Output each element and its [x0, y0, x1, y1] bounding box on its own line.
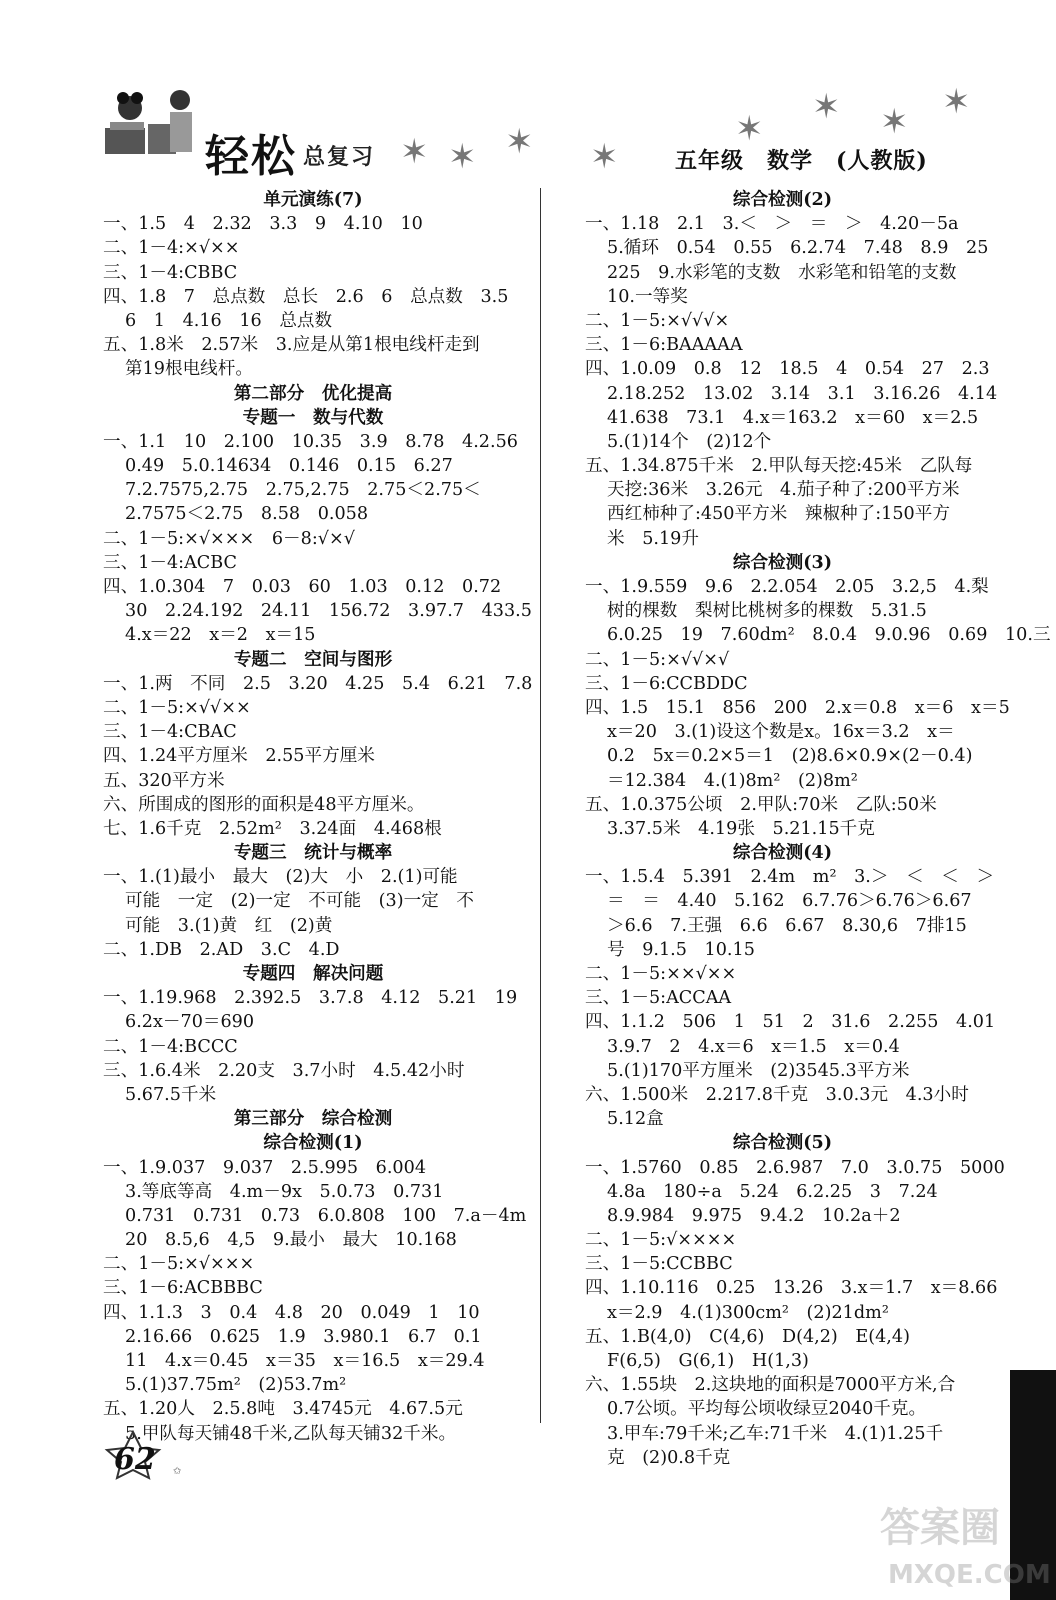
answer-line: 树的棵数 梨树比桃树多的棵数 5.31.5	[607, 601, 927, 622]
section-heading: 综合检测(5)	[732, 1132, 833, 1154]
answer-line: 2.7575＜2.75 8.58 0.058	[125, 504, 369, 525]
section-heading: 专题一 数与代数	[242, 406, 384, 428]
answer-line: 0.7公顷。平均每公顷收绿豆2040千克。	[607, 1399, 927, 1420]
answer-line: 30 2.24.192 24.11 156.72 3.97.7 433.5	[125, 601, 532, 622]
answer-line: 7.2.7575,2.75 2.75,2.75 2.75＜2.75＜	[125, 480, 481, 501]
answer-line: 5.(1)14个 (2)12个	[607, 431, 772, 452]
answer-line: 5.67.5千米	[125, 1084, 217, 1105]
answer-line: 四、1.1.3 3 0.4 4.8 20 0.049 1 10	[103, 1302, 480, 1323]
answer-line: 五、320平方米	[103, 770, 225, 791]
answer-line: 4.x＝22 x＝2 x＝15	[125, 625, 316, 646]
answer-line: 一、1.5 4 2.32 3.3 9 4.10 10	[103, 214, 423, 235]
answer-line: 西红柿种了:450平方米 辣椒种了:150平方	[607, 504, 950, 525]
maple-leaf-icon: ✶	[590, 137, 619, 177]
answer-line: 二、1－5:×√√√×	[585, 310, 730, 331]
answer-line: 第19根电线杆。	[125, 359, 253, 380]
answer-line: 3.等底等高 4.m－9x 5.0.73 0.731	[125, 1181, 444, 1202]
maple-leaf-icon: ✶	[735, 109, 764, 149]
answer-line: 41.638 73.1 4.x＝163.2 x＝60 x＝2.5	[607, 407, 979, 428]
answer-column-left	[103, 188, 533, 1446]
answer-line: 五、1.8米 2.57米 3.应是从第1根电线杆走到	[103, 335, 480, 356]
grade-subject-label: 五年级 数学 (人教版)	[675, 148, 928, 174]
maple-leaf-icon: ✶	[942, 82, 971, 122]
answer-line: 六、1.500米 2.217.8千克 3.0.3元 4.3小时	[585, 1084, 969, 1105]
maple-leaf-icon: ✶	[448, 137, 477, 177]
answer-line: 20 8.5,6 4,5 9.最小 最大 10.168	[125, 1230, 457, 1251]
answer-line: 五、1.34.875千米 2.甲队每天挖:45米 乙队每	[585, 456, 973, 477]
answer-line: 5.(1)37.75m² (2)53.7m²	[125, 1375, 347, 1396]
answer-line: ＝ ＝ 4.40 5.162 6.7.76＞6.76＞6.67	[607, 891, 972, 912]
answer-line: 5.循环 0.54 0.55 6.2.74 7.48 8.9 25	[607, 238, 989, 259]
answer-line: ＝12.384 4.(1)8m² (2)8m²	[607, 770, 858, 791]
answer-line: 二、1－5:××√××	[585, 964, 737, 984]
section-heading: 第三部分 综合检测	[233, 1108, 393, 1130]
answer-line: 二、1－4:×√××	[103, 238, 240, 259]
answer-line: 0.2 5x＝0.2×5＝1 (2)8.6×0.9×(2－0.4)	[607, 746, 973, 767]
answer-line: 2.16.66 0.625 1.9 3.980.1 6.7 0.1	[125, 1326, 482, 1347]
answer-line: 二、1.DB 2.AD 3.C 4.D	[103, 939, 340, 960]
maple-leaf-icon: ✶	[812, 87, 841, 127]
answer-line: 三、1－6:ACBBBC	[103, 1278, 263, 1299]
answer-line: 5.甲队每天铺48千米,乙队每天铺32千米。	[125, 1423, 457, 1444]
answer-line: 七、1.6千克 2.52m² 3.24面 4.468根	[103, 818, 442, 839]
section-heading: 综合检测(1)	[263, 1132, 363, 1154]
answer-line: 6 1 4.16 16 总点数	[125, 310, 333, 331]
section-heading: 专题三 统计与概率	[233, 842, 393, 864]
section-heading: 单元演练(7)	[263, 189, 363, 210]
answer-line: 四、1.5 15.1 856 200 2.x＝0.8 x＝6 x＝5	[585, 697, 1010, 718]
column-divider	[540, 188, 541, 1423]
answer-line: 二、1－5:×√√××	[103, 697, 251, 718]
answer-line: 3.9.7 2 4.x＝6 x＝1.5 x＝0.4	[607, 1036, 900, 1057]
answer-line: 一、1.18 2.1 3.＜ ＞ ＝ ＞ 4.20－5a	[585, 214, 959, 235]
maple-leaf-icon: ✶	[400, 132, 429, 172]
answer-line: 0.731 0.731 0.73 6.0.808 100 7.a－4m	[125, 1205, 527, 1226]
answer-line: x＝2.9 4.(1)300cm² (2)21dm²	[607, 1302, 889, 1323]
watermark-logo	[860, 1495, 1055, 1595]
answer-line: 四、1.24平方厘米 2.55平方厘米	[103, 746, 375, 767]
watermark-url: MXQE.COM	[888, 1560, 1051, 1590]
section-heading: 综合检测(3)	[732, 551, 833, 573]
answer-line: 一、1.5.4 5.391 2.4m m² 3.＞ ＜ ＜ ＞	[585, 867, 995, 888]
answer-line: 三、1－4:CBBC	[103, 262, 238, 283]
answer-line: 三、1－4:CBAC	[103, 722, 237, 743]
page-header	[0, 0, 1056, 190]
answer-line: 四、1.10.116 0.25 13.26 3.x＝1.7 x＝8.66	[585, 1278, 998, 1299]
answer-line: 三、1－5:ACCAA	[585, 988, 732, 1009]
answer-line: 三、1－5:CCBBC	[585, 1254, 733, 1275]
answer-line: 可能 3.(1)黄 红 (2)黄	[125, 915, 333, 936]
answer-line: 天挖:36米 3.26元 4.茄子种了:200平方米	[607, 480, 960, 501]
logo-subtitle: 总复习	[303, 144, 376, 170]
answer-line: 三、1－6:CCBDDC	[585, 673, 748, 694]
section-heading: 专题二 空间与图形	[233, 648, 393, 670]
section-heading: 综合检测(2)	[732, 189, 833, 210]
answer-line: 225 9.水彩笔的支数 水彩笔和铅笔的支数	[607, 262, 957, 283]
answer-line: 一、1.9.559 9.6 2.2.054 2.05 3.2,5 4.梨	[585, 577, 989, 597]
answer-line: 2.18.252 13.02 3.14 3.1 3.16.26 4.14	[607, 383, 998, 404]
answer-line: ＞6.6 7.王强 6.6 6.67 8.30,6 7排15	[607, 915, 967, 936]
answer-line: 10.一等奖	[607, 286, 688, 307]
answer-line: 二、1－5:×√√×√	[585, 649, 730, 670]
answer-line: 可能 一定 (2)一定 不可能 (3)一定 不	[125, 891, 474, 912]
answer-line: 一、1.5760 0.85 2.6.987 7.0 3.0.75 5000	[585, 1157, 1005, 1178]
answer-line: 一、1.两 不同 2.5 3.20 4.25 5.4 6.21 7.8	[103, 673, 533, 694]
watermark-text: 答案圈	[880, 1505, 1000, 1551]
answer-line: 一、1.9.037 9.037 2.5.995 6.004	[103, 1157, 427, 1178]
answer-line: 二、1－4:BCCC	[103, 1036, 238, 1057]
answer-line: 四、1.0.09 0.8 12 18.5 4 0.54 27 2.3	[585, 359, 990, 380]
answer-line: 克 (2)0.8千克	[607, 1447, 731, 1468]
answer-line: 3.甲车:79千米;乙车:71千米 4.(1)1.25千	[607, 1423, 944, 1444]
answer-line: F(6,5) G(6,1) H(1,3)	[607, 1351, 809, 1371]
logo-title: 轻松	[205, 131, 297, 182]
answer-line: 六、1.55块 2.这块地的面积是7000平方米,合	[585, 1375, 956, 1396]
answer-line: 米 5.19升	[607, 528, 699, 549]
answer-line: 六、所围成的图形的面积是48平方厘米。	[103, 794, 425, 815]
answer-line: 三、1.6.4米 2.20支 3.7小时 4.5.42小时	[103, 1060, 465, 1081]
answer-line: 五、1.20人 2.5.8吨 3.4745元 4.67.5元	[103, 1399, 463, 1420]
answer-line: 4.8a 180÷a 5.24 6.2.25 3 7.24	[607, 1181, 938, 1202]
answer-line: 四、1.8 7 总点数 总长 2.6 6 总点数 3.5	[103, 286, 509, 307]
answer-line: 五、1.0.375公顷 2.甲队:70米 乙队:50米	[585, 794, 937, 815]
answer-line: 5.(1)170平方厘米 (2)3545.3平方米	[607, 1060, 910, 1081]
answer-line: 四、1.0.304 7 0.03 60 1.03 0.12 0.72	[103, 577, 502, 597]
kids-reading-icon	[100, 88, 200, 158]
answer-line: 号 9.1.5 10.15	[607, 939, 755, 960]
answer-line: 11 4.x＝0.45 x＝35 x＝16.5 x＝29.4	[125, 1351, 485, 1371]
answer-line: 二、1－5:√××××	[585, 1230, 737, 1251]
answer-line: 3.37.5米 4.19张 5.21.15千克	[607, 818, 875, 839]
maple-leaf-icon: ✶	[880, 102, 909, 142]
maple-leaf-icon: ✶	[505, 122, 534, 162]
answer-line: 6.2x－70＝690	[125, 1012, 255, 1033]
svg-text:✩: ✩	[173, 1466, 182, 1477]
answer-line: 五、1.B(4,0) C(4,6) D(4,2) E(4,4)	[585, 1326, 910, 1347]
answer-line: 三、1－4:ACBC	[103, 552, 237, 573]
section-heading: 专题四 解决问题	[242, 963, 384, 984]
answer-line: 三、1－6:BAAAAA	[585, 335, 743, 356]
answer-line: 二、1－5:×√×××	[103, 1254, 255, 1275]
answer-line: 四、1.1.2 506 1 51 2 31.6 2.255 4.01	[585, 1012, 996, 1033]
answer-line: 5.12盒	[607, 1109, 664, 1130]
answer-line: 6.0.25 19 7.60dm² 8.0.4 9.0.96 0.69 10.三	[607, 625, 1051, 646]
answer-line: 一、1.1 10 2.100 10.35 3.9 8.78 4.2.56	[103, 431, 518, 452]
answer-line: 一、1.(1)最小 最大 (2)大 小 2.(1)可能	[103, 867, 458, 888]
answer-line: 一、1.19.968 2.392.5 3.7.8 4.12 5.21 19	[103, 988, 518, 1009]
page-number: 62	[114, 1442, 156, 1477]
answer-line: 0.49 5.0.14634 0.146 0.15 6.27	[125, 456, 453, 477]
answer-line: 8.9.984 9.975 9.4.2 10.2a＋2	[607, 1205, 901, 1226]
answer-column-right	[585, 188, 1051, 1470]
section-heading: 第二部分 优化提高	[233, 382, 393, 404]
section-heading: 综合检测(4)	[732, 842, 833, 864]
answer-line: 二、1－5:×√××× 6－8:√×√	[103, 528, 355, 549]
answer-line: x＝20 3.(1)设这个数是x。16x＝3.2 x＝	[607, 722, 955, 743]
